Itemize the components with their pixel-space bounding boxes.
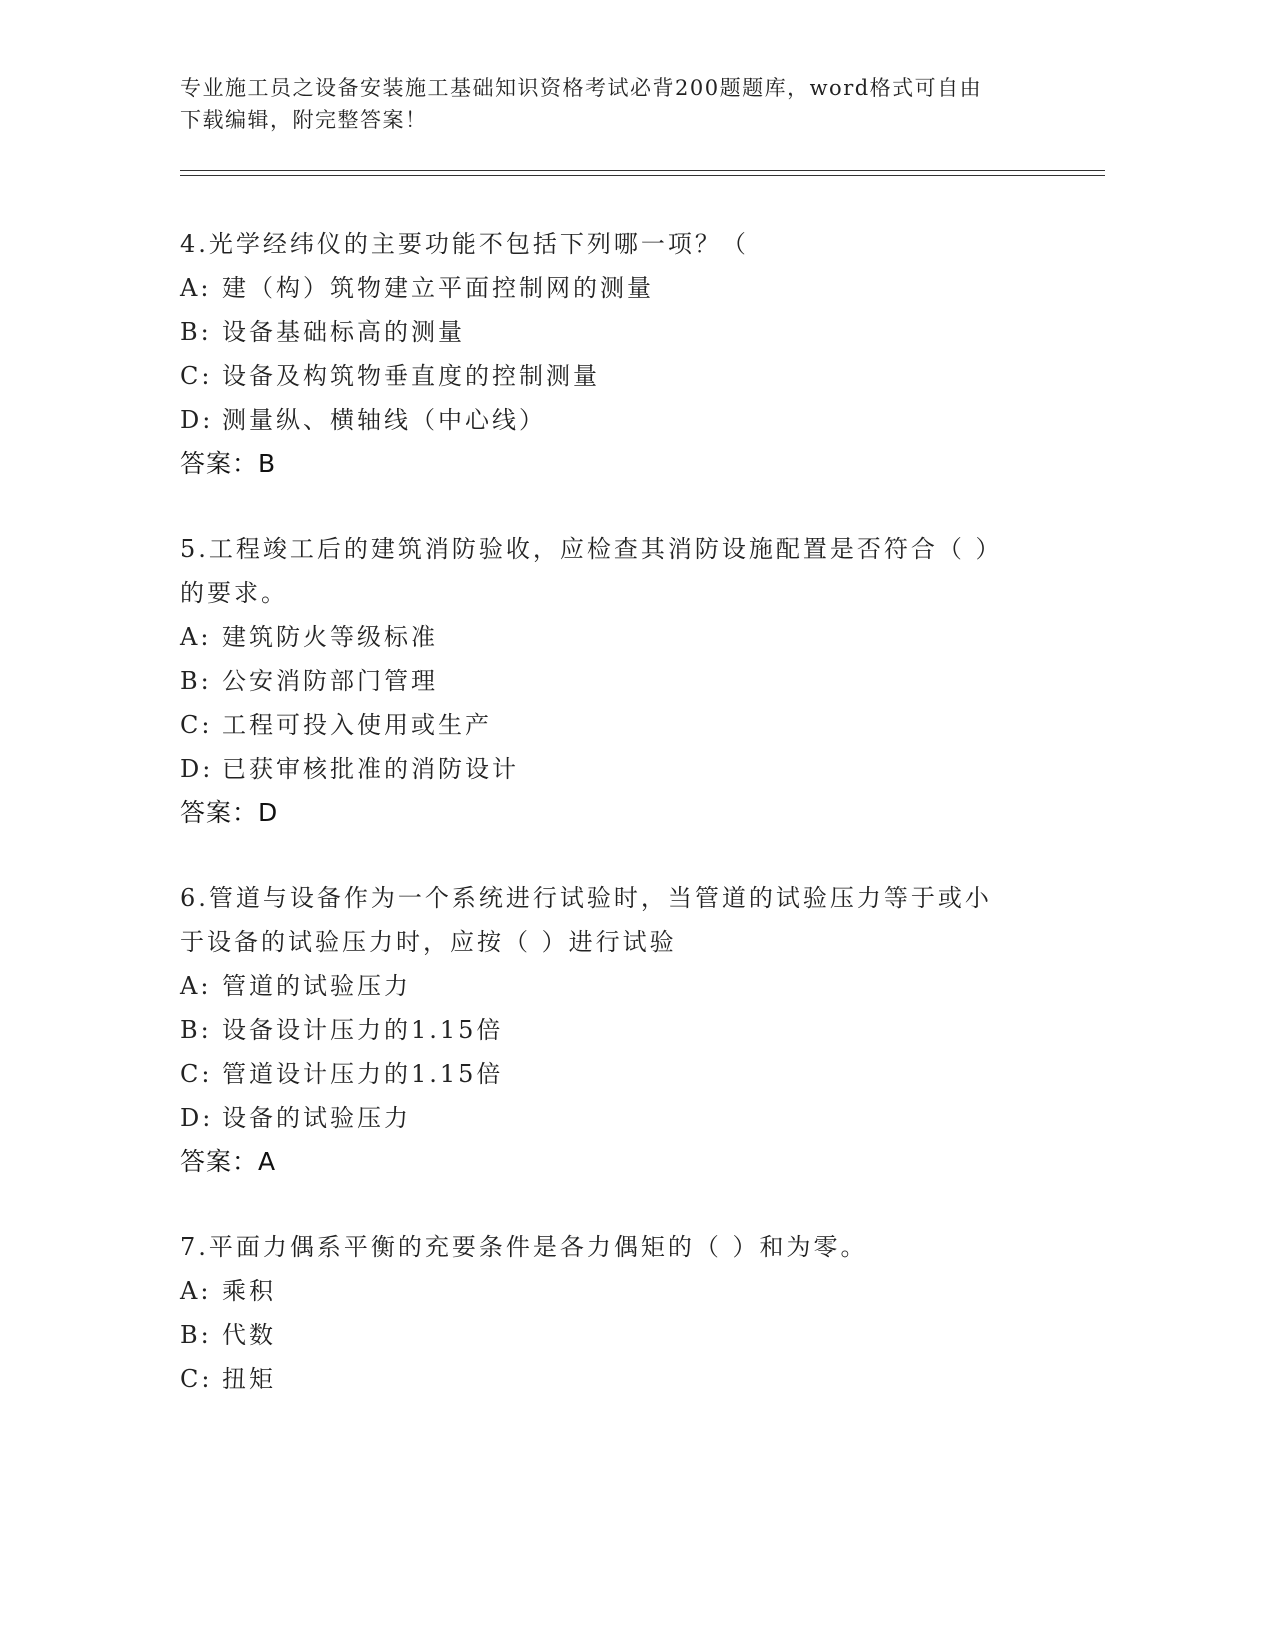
document-header bbox=[180, 72, 1060, 136]
question-stem-line-2: 于设备的试验压力时，应按（ ）进行试验 bbox=[180, 928, 677, 956]
header-divider-bottom bbox=[180, 175, 1105, 176]
question-stem-line-1: 5.工程竣工后的建筑消防验收，应检查其消防设施配置是否符合（ ） bbox=[180, 535, 1003, 563]
option-letter: B: bbox=[180, 1016, 212, 1044]
option-letter: C: bbox=[180, 1365, 213, 1393]
question-stem-line-2: 的要求。 bbox=[180, 579, 288, 607]
option-text: 代数 bbox=[222, 1321, 276, 1349]
option-letter: D: bbox=[180, 1104, 214, 1132]
option-letter: D: bbox=[180, 406, 214, 434]
option-letter: D: bbox=[180, 755, 214, 783]
option-a bbox=[180, 615, 1040, 659]
option-a bbox=[180, 266, 1040, 310]
option-text: 管道设计压力的1.15倍 bbox=[222, 1060, 504, 1088]
header-line-1: 专业施工员之设备安装施工基础知识资格考试必背200题题库，word格式可自由 bbox=[180, 76, 983, 100]
option-d bbox=[180, 747, 1040, 791]
option-letter: A: bbox=[180, 623, 212, 651]
answer-label: 答案：A bbox=[180, 1147, 277, 1176]
question-6 bbox=[180, 876, 1040, 1184]
option-text: 工程可投入使用或生产 bbox=[222, 711, 492, 739]
option-letter: B: bbox=[180, 667, 212, 695]
option-text: 乘积 bbox=[222, 1277, 276, 1305]
option-letter: C: bbox=[180, 1060, 213, 1088]
option-letter: C: bbox=[180, 362, 213, 390]
option-c bbox=[180, 354, 1040, 398]
option-a bbox=[180, 1269, 1040, 1313]
option-b bbox=[180, 659, 1040, 703]
question-4 bbox=[180, 222, 1040, 486]
option-letter: A: bbox=[180, 274, 212, 302]
answer-label: 答案：D bbox=[180, 798, 279, 827]
option-c bbox=[180, 1052, 1040, 1096]
question-5 bbox=[180, 527, 1040, 835]
option-text: 设备的试验压力 bbox=[222, 1104, 411, 1132]
option-b bbox=[180, 1008, 1040, 1052]
option-d bbox=[180, 398, 1040, 442]
answer-label: 答案：B bbox=[180, 449, 277, 478]
option-b bbox=[180, 1313, 1040, 1357]
option-letter: A: bbox=[180, 972, 212, 1000]
option-letter: B: bbox=[180, 318, 212, 346]
option-d bbox=[180, 1096, 1040, 1140]
question-stem-line-1: 6.管道与设备作为一个系统进行试验时，当管道的试验压力等于或小 bbox=[180, 884, 992, 912]
question-7 bbox=[180, 1225, 1040, 1401]
option-text: 设备基础标高的测量 bbox=[222, 318, 465, 346]
header-line-2: 下载编辑，附完整答案！ bbox=[180, 108, 428, 132]
option-text: 扭矩 bbox=[222, 1365, 276, 1393]
option-b bbox=[180, 310, 1040, 354]
option-a bbox=[180, 964, 1040, 1008]
option-text: 建筑防火等级标准 bbox=[222, 623, 438, 651]
option-text: 已获审核批准的消防设计 bbox=[222, 755, 519, 783]
option-letter: C: bbox=[180, 711, 213, 739]
option-text: 建（构）筑物建立平面控制网的测量 bbox=[222, 274, 654, 302]
option-c bbox=[180, 1357, 1040, 1401]
option-letter: A: bbox=[180, 1277, 212, 1305]
option-text: 设备设计压力的1.15倍 bbox=[222, 1016, 504, 1044]
option-letter: B: bbox=[180, 1321, 212, 1349]
question-stem: 7.平面力偶系平衡的充要条件是各力偶矩的（ ）和为零。 bbox=[180, 1233, 868, 1261]
option-c bbox=[180, 703, 1040, 747]
option-text: 公安消防部门管理 bbox=[222, 667, 438, 695]
option-text: 管道的试验压力 bbox=[222, 972, 411, 1000]
option-text: 测量纵、横轴线（中心线） bbox=[222, 406, 546, 434]
question-stem: 4.光学经纬仪的主要功能不包括下列哪一项？（ bbox=[180, 230, 749, 258]
header-divider-top bbox=[180, 170, 1105, 171]
option-text: 设备及构筑物垂直度的控制测量 bbox=[222, 362, 600, 390]
